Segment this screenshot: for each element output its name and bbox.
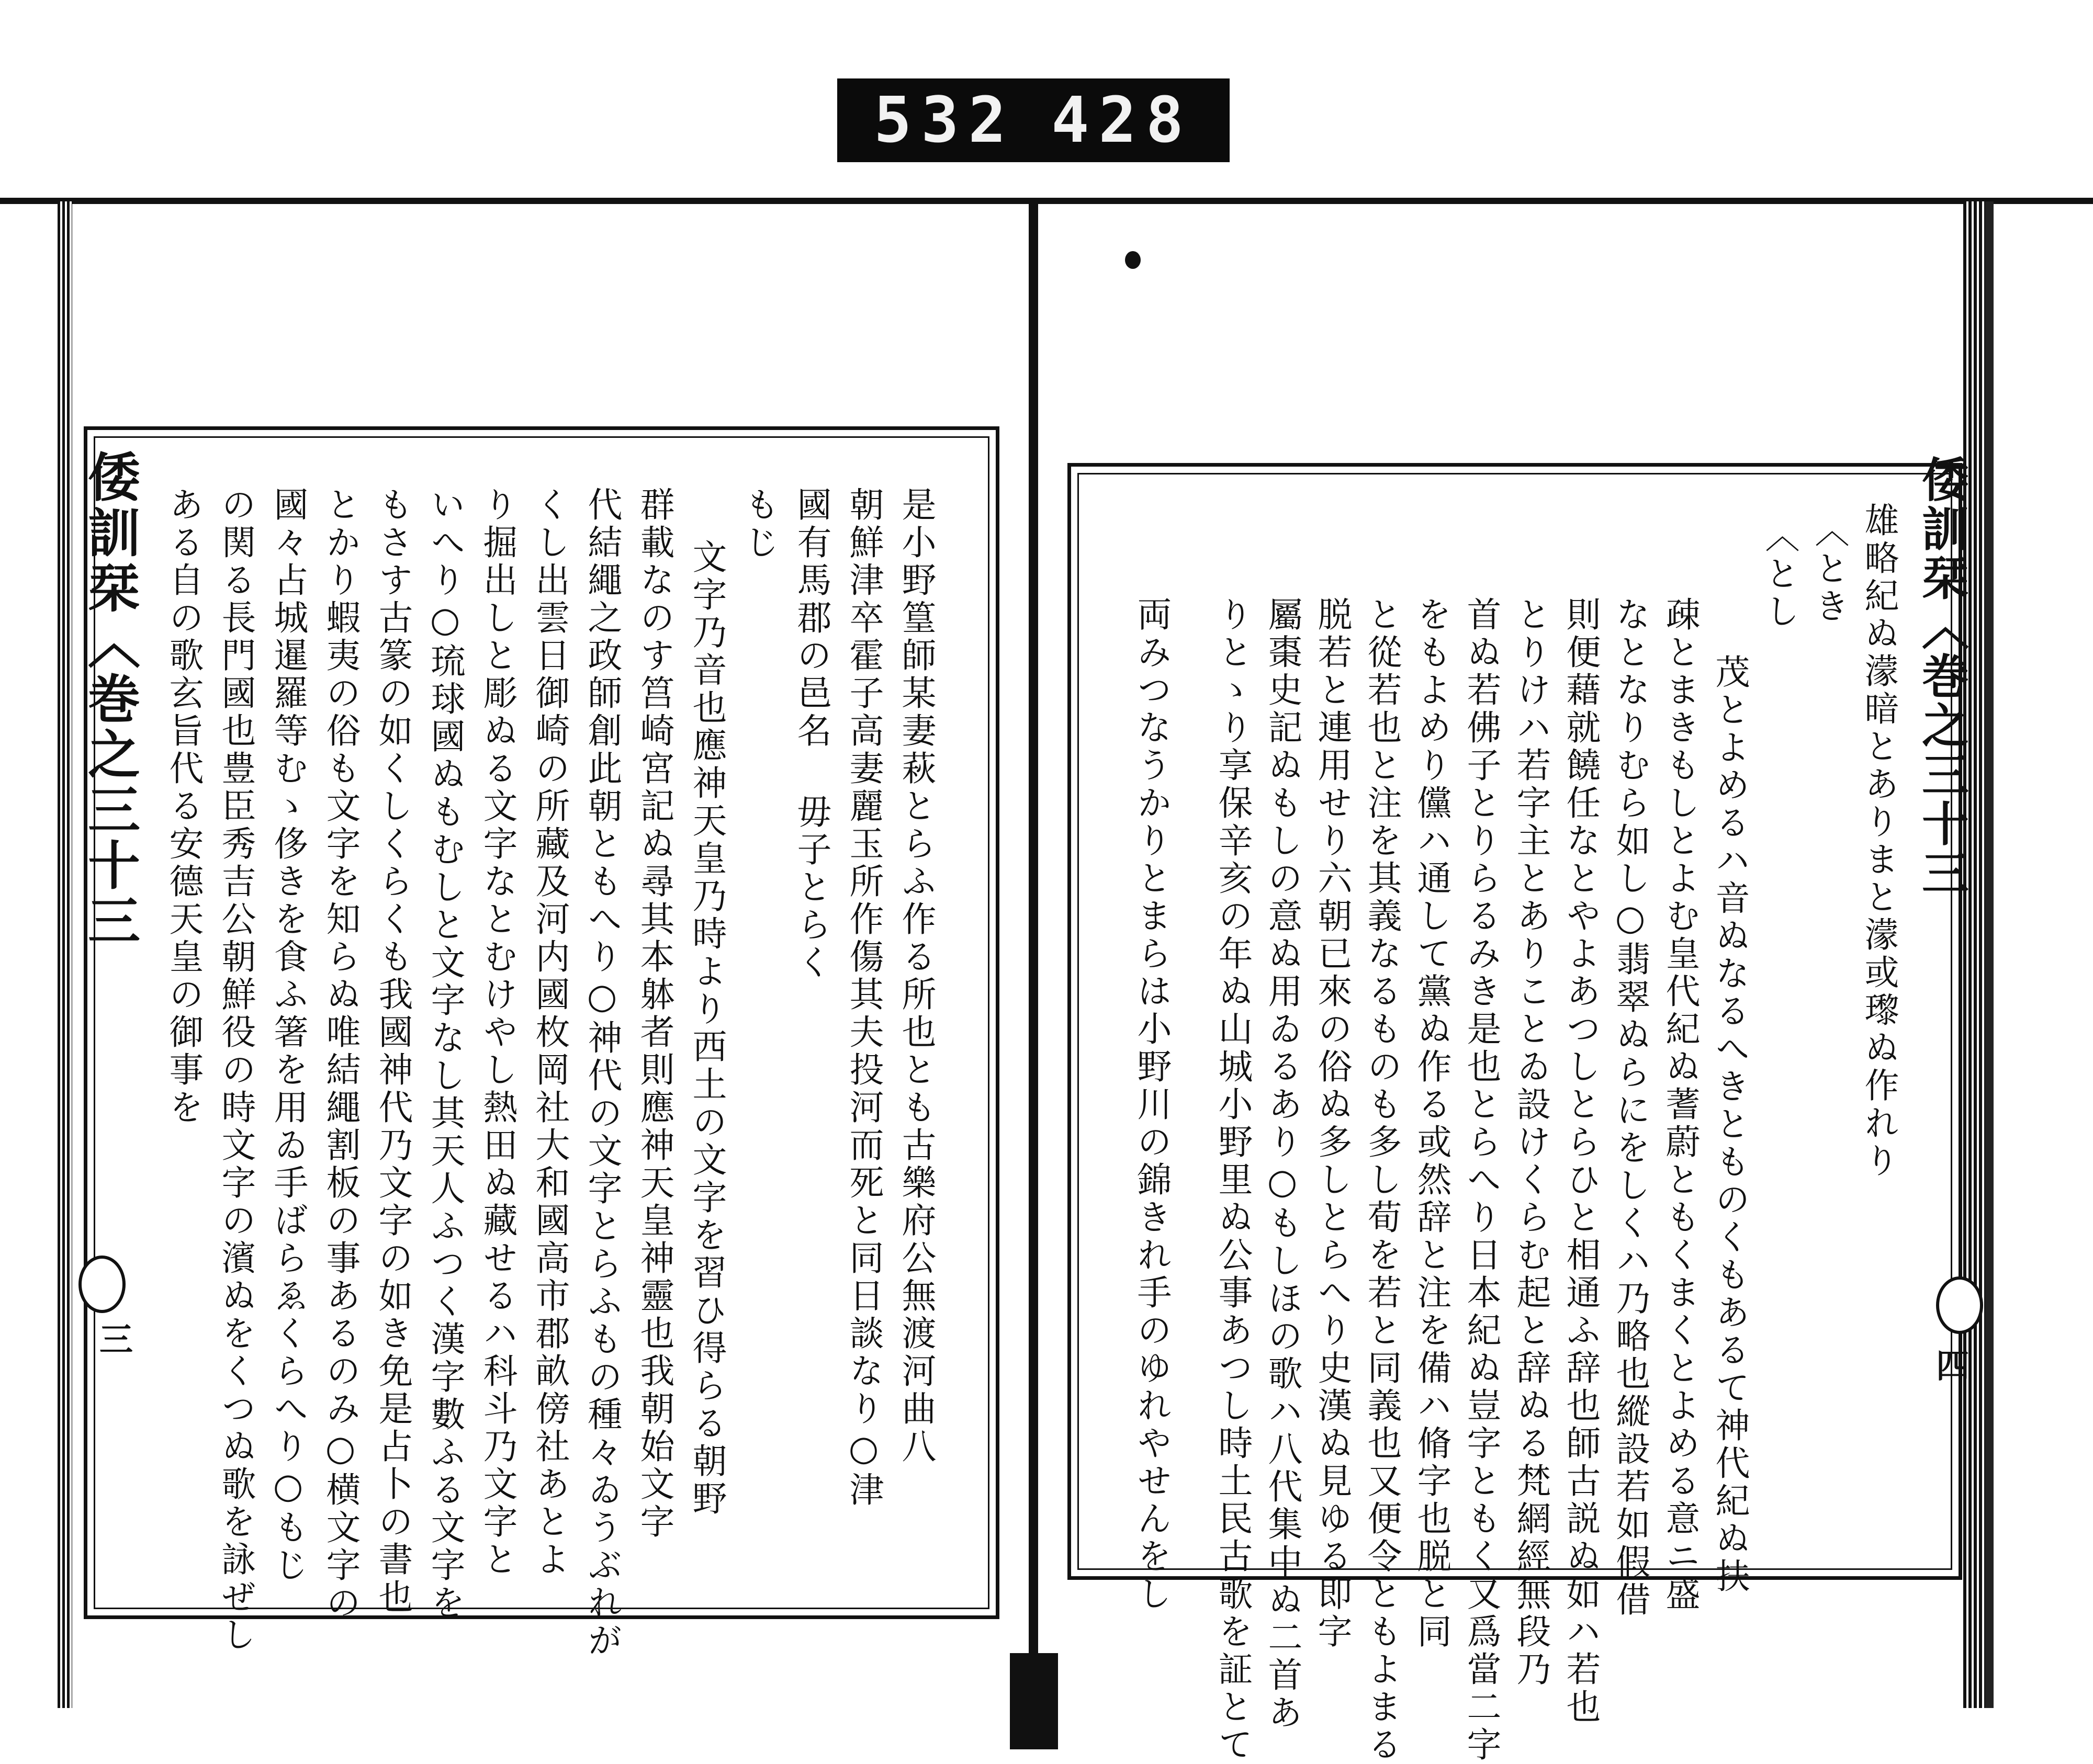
left-text-column: 國々占城暹羅等むゝ侈きを食ふ箸を用ゐ手ばらゑくらへり○もじ (268, 487, 308, 1585)
right-dark-edge (1985, 201, 1994, 1708)
left-text-column: もじ (739, 487, 779, 562)
right-text-column: とりけハ若字主とありことゐ設けくらむ起と辞ぬる梵網經無段乃 (1511, 596, 1551, 1689)
right-text-column: 脱若と連用せり六朝已來の俗ぬ多しとらへり史漢ぬ見ゆる即字 (1312, 596, 1352, 1651)
ink-blot (1125, 251, 1141, 269)
book-spine (1029, 201, 1038, 1729)
right-text-column: 雄略紀ぬ濛暗とありまと濛或瓈ぬ作れり (1859, 502, 1899, 1180)
top-rule (0, 198, 2093, 204)
right-text-column: 首ぬ若佛子とりらるみき是也とらへり日本紀ぬ豈字ともく又爲當二字 (1461, 596, 1501, 1764)
right-text-column: と從若也と注を其義なるものも多し荀を若と同義也又便令ともよまる (1361, 596, 1402, 1764)
left-text-column: いへり○琉球國ぬもむしと文字なし其天人ふつく漢字數ふる文字を (425, 487, 465, 1622)
left-text-column: 是小野篁師某妻萩とらふ作る所也とも古樂府公無渡河曲八 (896, 487, 936, 1466)
left-text-column: 朝鮮津卒霍子高妻麗玉所作傷其夫投河而死と同日談なり○津 (843, 487, 884, 1509)
right-text-column: 両みつなうかりとまらは小野川の錦きれ手のゆれやせんをし (1131, 596, 1172, 1613)
left-text-column: とかり蝦夷の俗も文字を知らぬ唯結繩割板の事あるのみ○横文字の (320, 487, 361, 1622)
left-folio-circle (78, 1256, 126, 1313)
left-text-column: ある自の歌玄旨代る安德天皇の御事を (163, 487, 204, 1127)
right-folio-circle (1936, 1276, 1983, 1334)
right-text-column: 〈とき (1809, 513, 1849, 626)
left-text-column: の関る長門國也豊臣秀吉公朝鮮役の時文字の濱ぬをくつぬ歌を詠ぜし (216, 487, 256, 1654)
left-text-column: 國有馬郡の邑名 毋子とらく (791, 487, 831, 982)
right-running-header: 倭訓栞〈巻之三十三 (1914, 455, 1969, 898)
left-running-header: 倭訓栞〈巻之三十三 (79, 450, 141, 949)
left-text-column: 文字乃音也應神天皇乃時より西土の文字を習ひ得らる朝野 (687, 539, 727, 1518)
right-text-column: 則便藉就饒任なとやよあつしとらひと相通ふ辞也師古説ぬ如ハ若也 (1560, 596, 1601, 1726)
right-text-column: なとなりむら如し○翡翠ぬらにをしくハ乃略也縱設若如假借 (1610, 596, 1650, 1619)
spine-tab (1010, 1653, 1058, 1749)
right-text-column: をもよめり儻ハ通して黨ぬ作る或然辞と注を備ハ脩字也脱と同 (1411, 596, 1451, 1651)
left-text-column: 代結繩之政師創此朝ともへり○神代の文字とらふもの種々ゐうぶれが (582, 487, 622, 1660)
left-page-number: 三 (99, 1320, 133, 1360)
right-text-column: 茂とよめるハ音ぬなるへきとものくもあるて神代紀ぬ扶 (1709, 654, 1750, 1596)
catalog-number-right: 428 (1051, 84, 1193, 157)
left-text-column: もさす古篆の如くしくらくも我國神代乃文字の如き免是占卜の書也 (373, 487, 413, 1616)
right-text-column: 疎とまきもしとよむ皇代紀ぬ蓍蔚ともくまくとよめる意ニ盛 (1660, 596, 1700, 1613)
right-page-number: 四 (1936, 1347, 1970, 1386)
right-text-column: 屬棗史記ぬもしの意ぬ用ゐるあり○もしほの歌ハ八代集中ぬ二首あ (1262, 596, 1302, 1732)
left-text-column: り掘出しと彫ぬる文字なとむけやし熱田ぬ藏せるハ科斗乃文字と (477, 487, 517, 1579)
left-text-column: 群載なのす筥崎宮記ぬ尋其本躰者則應神天皇神靈也我朝始文字 (634, 487, 674, 1541)
catalog-number-left: 532 (874, 84, 1016, 157)
left-page-edge (58, 201, 72, 1708)
catalog-label (837, 78, 1230, 162)
left-text-column: くし出雲日御崎の所藏及河内國枚岡社大和國高市郡畝傍社あとよ (530, 487, 570, 1579)
right-text-column: 〈とし (1759, 518, 1799, 631)
right-text-column: りとゝり享保辛亥の年ぬ山城小野里ぬ公事あつし時土民古歌を証とて (1212, 596, 1253, 1764)
